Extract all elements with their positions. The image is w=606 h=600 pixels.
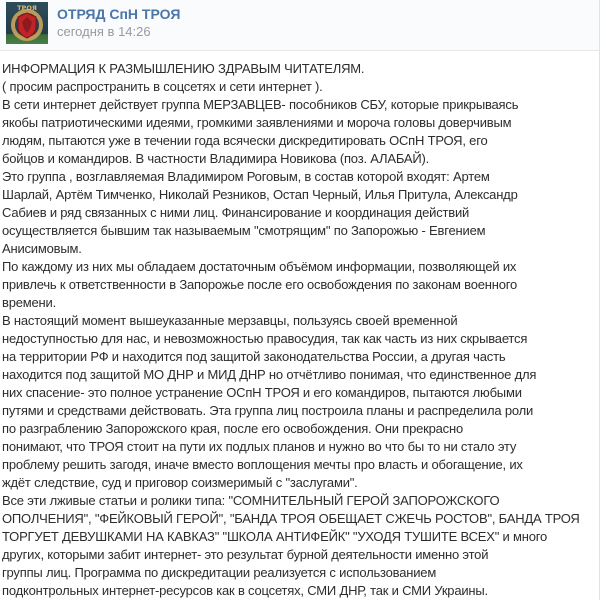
post-text-line: проблему решить загодя, иначе вместо воплощения мечты про власть и обогащение, их bbox=[2, 457, 523, 472]
post-text-line: ОПОЛЧЕНИЯ", "ФЕЙКОВЫЙ ГЕРОЙ", "БАНДА ТРОЯ ОБЕЩАЕТ СЖЕЧЬ РОСТОВ", БАНДА ТРОЯ bbox=[2, 511, 580, 526]
post-text bbox=[0, 51, 599, 600]
post-text-line: якобы патриотическими идеями, громкими заявлениями и мороча головы доверчивым bbox=[2, 115, 512, 130]
post-text-line: По каждому из них мы обладаем достаточным объёмом информации, позволяющей их bbox=[2, 259, 517, 274]
post-text-line: осуществляется бывшим так называемым "смотрящим" по Запорожью - Евгением bbox=[2, 223, 486, 238]
post-text-line: ИНФОРМАЦИЯ К РАЗМЫШЛЕНИЮ ЗДРАВЫМ ЧИТАТЕЛЯМ. bbox=[2, 61, 365, 76]
post-text-line: В сети интернет действует группа МЕРЗАВЦЕВ- пособников СБУ, которые прикрываясь bbox=[2, 97, 519, 112]
post-text-line: В настоящий момент вышеуказанные мерзавцы, пользуясь своей временной bbox=[2, 313, 458, 328]
post-text-line: ТОРГУЕТ ДЕВУШКАМИ НА КАВКАЗ" "ШКОЛА АНТИФЕЙК" "УХОДЯ ТУШИТЕ ВСЕХ" и много bbox=[2, 529, 548, 544]
post-text-line: ждёт следствие, суд и приговор соизмеримый с "заслугами". bbox=[2, 475, 358, 490]
post-header bbox=[0, 0, 599, 51]
post-text-line: Шарлай, Артём Тимченко, Николай Резников, Остап Черный, Илья Притула, Александр bbox=[2, 187, 518, 202]
group-avatar[interactable] bbox=[6, 2, 48, 44]
post-text-line: недоступностью для нас, и невозможностью правосудия, так как часть из них скрывается bbox=[2, 331, 528, 346]
post-text-line: людям, пытаются уже в течении года всячески дискредитировать ОСпН ТРОЯ, его bbox=[2, 133, 488, 148]
post-text-line: времени. bbox=[2, 295, 56, 310]
post-text-line: привлечь к ответственности в Запорожье после его освобождения по законам военного bbox=[2, 277, 518, 292]
post-text-line: по разграблению Запорожского края, после его освобождения. Они прекрасно bbox=[2, 421, 463, 436]
post-text-line: группы лиц. Программа по дискредитации реализуется с использованием bbox=[2, 565, 437, 580]
post-text-line: подконтрольных интернет-ресурсов как в соцсетях, СМИ ДНР, так и СМИ Украины. bbox=[2, 583, 488, 598]
post-text-line: них спасение- это полное устранение ОСпН ТРОЯ и его командиров, пытаются любыми bbox=[2, 385, 522, 400]
post-text-line: Анисимовым. bbox=[2, 241, 82, 256]
post-text-line: путями и средствами действовать. Эта группа лиц построила планы и распределила роли bbox=[2, 403, 534, 418]
avatar-label-text: ТРОЯ bbox=[17, 4, 37, 12]
post-text-line: бойцов и командиров. В частности Владимира Новикова (поз. АЛАБАЙ). bbox=[2, 151, 430, 166]
post-text-line: других, которыми забит интернет- это результат бурной деятельности именно этой bbox=[2, 547, 489, 562]
post-text-line: Это группа , возглавляемая Владимиром Роговым, в состав которой входят: Артем bbox=[2, 169, 490, 184]
post-text-line: ( просим распространить в соцсетях и сети интернет ). bbox=[2, 79, 323, 94]
group-name-link[interactable]: ОТРЯД СпН ТРОЯ bbox=[57, 6, 181, 22]
post-text-line: Все эти лживые статьи и ролики типа: "СОМНИТЕЛЬНЫЙ ГЕРОЙ ЗАПОРОЖСКОГО bbox=[2, 493, 500, 508]
post-text-line: Сабиев и ряд связанных с ними лиц. Финансирование и координация действий bbox=[2, 205, 470, 220]
post-text-line: на территории РФ и находится под защитой законодательства России, а другая часть bbox=[2, 349, 506, 364]
post-timestamp-link[interactable]: сегодня в 14:26 bbox=[57, 24, 151, 39]
post-text-line: находится под защитой МО ДНР и МИД ДНР но отчётливо понимая, что единственное для bbox=[2, 367, 537, 382]
post-text-line: понимают, что ТРОЯ стоит на пути их подлых планов и нужно во что бы то ни стало эту bbox=[2, 439, 517, 454]
